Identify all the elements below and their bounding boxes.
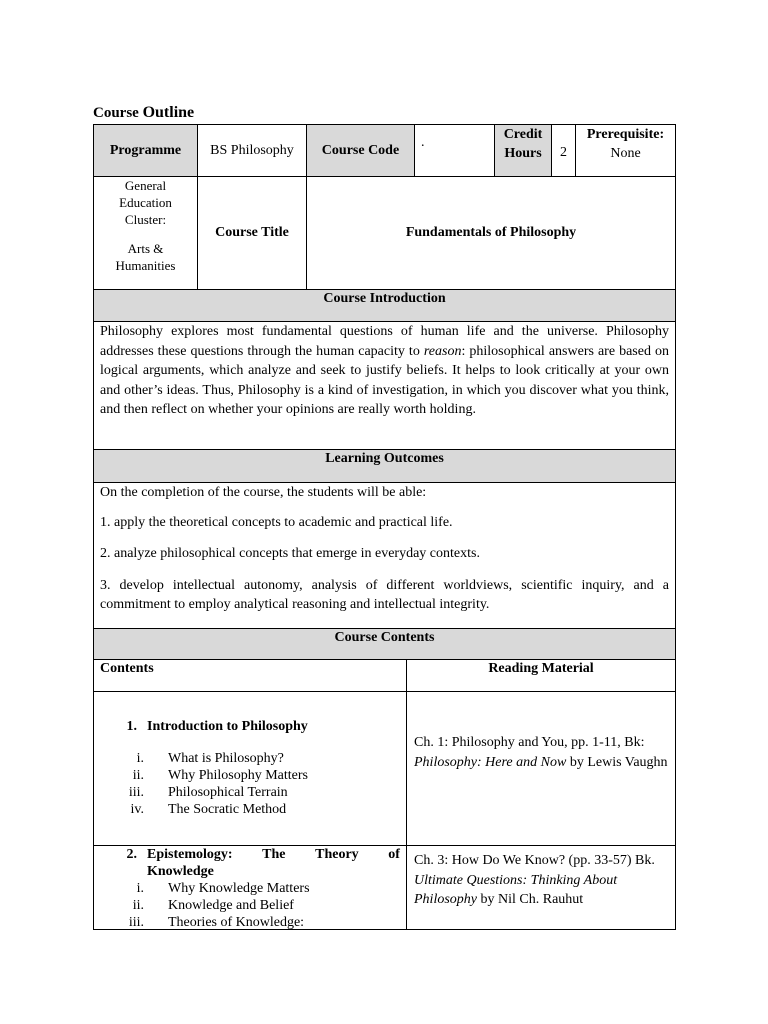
topic-text: What is Philosophy? <box>168 751 284 766</box>
unit-1-reading <box>407 692 675 846</box>
course-introduction-heading <box>94 290 675 322</box>
unit-2-title-line-2: Knowledge <box>147 864 214 879</box>
programme-label-text: Programme <box>109 142 182 158</box>
list-item <box>94 897 406 914</box>
unit-2-reading <box>407 846 675 929</box>
page-title-big: Outline <box>142 104 195 121</box>
list-item <box>94 914 406 931</box>
list-item <box>94 801 406 818</box>
programme-label <box>94 125 198 177</box>
learning-outcomes-body <box>94 483 675 629</box>
unit-1-heading <box>94 719 406 735</box>
learning-outcomes-heading-text: Learning Outcomes <box>325 451 444 466</box>
unit-2-topic-list <box>94 880 406 931</box>
unit-1-reading-book: Philosophy: Here and Now <box>414 754 567 770</box>
unit-2-number: 2. <box>126 847 137 862</box>
intro-text-part-2: : philosophical answers are based on logical arguments, which analyze and seek to justify beliefs. It helps to look critically at your own and other’s ideas. Thus, Philosophy is a kind of investigation, in which you discover what you think, and then reflect on whether your opinions are really worth holding. <box>100 343 670 417</box>
unit-1-title: Introduction to Philosophy <box>147 719 308 734</box>
topic-text: Theories of Knowledge: <box>168 915 305 930</box>
course-contents-heading-text: Course Contents <box>334 630 435 645</box>
unit-1-number: 1. <box>126 719 137 734</box>
course-title-value <box>307 177 675 290</box>
topic-number: ii. <box>132 898 144 913</box>
list-item <box>94 750 406 767</box>
unit-2-title-word: Theory <box>315 847 359 862</box>
course-introduction-text <box>100 322 669 420</box>
learning-outcomes-heading <box>94 450 675 483</box>
page-title-small: Course <box>93 105 143 121</box>
programme-value-text: BS Philosophy <box>210 142 294 158</box>
course-introduction-body <box>94 322 675 450</box>
reading-column-header <box>407 660 675 692</box>
intro-text-part-1: Philosophy explores most fundamental questions of human life and the universe. Philosophy addresses these questions through the human capacity to <box>100 324 669 359</box>
topic-text: The Socratic Method <box>168 802 287 817</box>
course-code-value <box>415 125 495 177</box>
course-title-value-text: Fundamentals of Philosophy <box>405 225 577 240</box>
topic-text: Philosophical Terrain <box>168 785 288 800</box>
topic-number: iv. <box>130 802 144 817</box>
learning-outcomes-intro: On the completion of the course, the students will be able: <box>100 485 427 500</box>
list-item <box>94 880 406 897</box>
cluster-line-3: Cluster: <box>124 212 167 227</box>
topic-number: iii. <box>128 915 144 930</box>
course-title-label-text: Course Title <box>215 225 289 240</box>
topic-text: Knowledge and Belief <box>168 898 294 913</box>
topic-text: Why Knowledge Matters <box>168 881 310 896</box>
unit-1-reading-suffix: by Lewis Vaughn <box>566 754 668 770</box>
contents-column-header-text: Contents <box>100 661 154 676</box>
unit-2-contents <box>94 846 407 929</box>
credit-hours-value <box>552 125 576 177</box>
credit-hours-label-line-2: Hours <box>504 146 542 161</box>
course-code-value-text: . <box>421 135 425 150</box>
reading-column-header-text: Reading Material <box>488 661 594 676</box>
page-title <box>93 104 194 122</box>
list-item <box>94 784 406 801</box>
unit-1-contents <box>94 692 407 846</box>
learning-outcome-item: 1. apply the theoretical concepts to academic and practical life. <box>100 515 453 530</box>
programme-value <box>198 125 307 177</box>
course-title-label <box>198 177 307 290</box>
list-item <box>94 767 406 784</box>
course-outline-table <box>93 124 676 930</box>
contents-column-header <box>94 660 407 692</box>
unit-2-title-line-1 <box>147 846 406 863</box>
prerequisite-value: None <box>610 146 641 161</box>
course-introduction-heading-text: Course Introduction <box>323 291 446 306</box>
course-code-label-text: Course Code <box>321 142 400 158</box>
credit-hours-label-line-1: Credit <box>503 127 543 142</box>
credit-hours-value-text: 2 <box>560 144 567 160</box>
cluster-line-1: General <box>124 178 167 193</box>
prerequisite-cell <box>576 125 675 177</box>
topic-number: ii. <box>132 768 144 783</box>
cluster-line-5: Humanities <box>115 258 176 273</box>
learning-outcome-item: 2. analyze philosophical concepts that emerge in everyday contexts. <box>100 546 480 561</box>
course-contents-heading <box>94 629 675 660</box>
topic-number: i. <box>136 751 144 766</box>
cluster-cell <box>94 177 198 290</box>
unit-2-title-word: Epistemology: <box>147 847 233 862</box>
unit-2-title-word: The <box>262 847 286 862</box>
topic-number: iii. <box>128 785 144 800</box>
unit-1-topic-list <box>94 750 406 818</box>
unit-2-reading-prefix: Ch. 3: How Do We Know? (pp. 33-57) Bk. <box>414 853 655 868</box>
unit-2-title-word: of <box>388 847 400 862</box>
credit-hours-label <box>495 125 552 177</box>
learning-outcome-item: 3. develop intellectual autonomy, analysis of different worldviews, scientific inquiry, and a commitment to employ analytical reasoning and intellectual integrity. <box>100 578 669 612</box>
unit-2-reading-suffix: by Nil Ch. Rauhut <box>477 892 584 907</box>
cluster-line-4: Arts & <box>127 241 164 256</box>
cluster-line-2: Education <box>119 195 172 210</box>
unit-2-heading-line-2 <box>94 863 406 880</box>
topic-number: i. <box>136 881 144 896</box>
prerequisite-label: Prerequisite: <box>586 127 665 142</box>
intro-reason-word: reason <box>423 343 462 359</box>
unit-1-reading-prefix: Ch. 1: Philosophy and You, pp. 1-11, Bk: <box>414 735 645 750</box>
course-code-label <box>307 125 415 177</box>
topic-text: Why Philosophy Matters <box>168 768 308 783</box>
unit-2-heading <box>94 846 406 863</box>
unit-2-reading-book: Ultimate Questions: Thinking About Philosophy <box>414 872 618 907</box>
